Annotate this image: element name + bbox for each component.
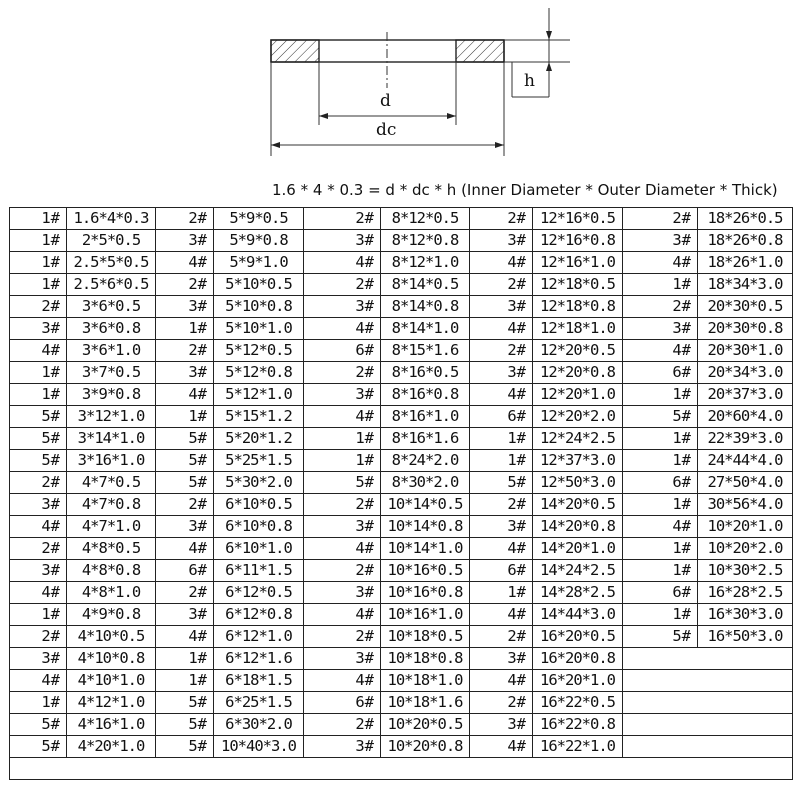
size-cell: 20*34*3.0 — [698, 362, 793, 384]
size-cell: 8*14*0.5 — [381, 274, 470, 296]
table-row — [10, 296, 793, 318]
grade-cell: 3# — [623, 230, 698, 252]
grade-cell: 1# — [623, 384, 698, 406]
table-row — [10, 714, 793, 736]
grade-cell: 4# — [304, 252, 381, 274]
size-cell: 14*20*0.8 — [533, 516, 623, 538]
grade-cell: 4# — [470, 604, 533, 626]
grade-cell: 4# — [470, 384, 533, 406]
size-cell: 2.5*6*0.5 — [67, 274, 156, 296]
grade-cell: 4# — [10, 340, 67, 362]
size-cell: 10*16*1.0 — [381, 604, 470, 626]
size-cell: 6*10*0.8 — [214, 516, 304, 538]
size-cell: 16*22*1.0 — [533, 736, 623, 758]
size-cell: 5*10*1.0 — [214, 318, 304, 340]
size-cell: 5*15*1.2 — [214, 406, 304, 428]
size-cell: 3*9*0.8 — [67, 384, 156, 406]
grade-cell: 2# — [304, 714, 381, 736]
grade-cell: 6# — [623, 472, 698, 494]
size-cell: 16*50*3.0 — [698, 626, 793, 648]
grade-cell: 6# — [304, 692, 381, 714]
grade-cell: 2# — [156, 494, 214, 516]
size-cell: 12*20*1.0 — [533, 384, 623, 406]
size-cell: 6*11*1.5 — [214, 560, 304, 582]
grade-cell: 2# — [470, 692, 533, 714]
grade-cell: 5# — [156, 714, 214, 736]
size-cell: 18*34*3.0 — [698, 274, 793, 296]
grade-cell: 3# — [10, 318, 67, 340]
grade-cell: 2# — [304, 208, 381, 230]
size-cell: 8*16*1.0 — [381, 406, 470, 428]
size-cell: 12*16*0.5 — [533, 208, 623, 230]
size-cell: 4*10*0.8 — [67, 648, 156, 670]
grade-cell: 3# — [156, 516, 214, 538]
grade-cell: 5# — [156, 428, 214, 450]
size-cell: 10*14*1.0 — [381, 538, 470, 560]
table-row — [10, 406, 793, 428]
grade-cell: 4# — [156, 626, 214, 648]
grade-cell: 1# — [623, 494, 698, 516]
table-row — [10, 538, 793, 560]
grade-cell: 5# — [304, 472, 381, 494]
grade-cell: 5# — [470, 472, 533, 494]
size-cell: 12*37*3.0 — [533, 450, 623, 472]
size-cell: 20*30*0.8 — [698, 318, 793, 340]
grade-cell: 1# — [623, 604, 698, 626]
grade-cell: 3# — [156, 230, 214, 252]
grade-cell: 1# — [623, 560, 698, 582]
grade-cell: 6# — [156, 560, 214, 582]
table-row — [10, 362, 793, 384]
label-d: d — [380, 91, 391, 111]
size-cell: 12*16*1.0 — [533, 252, 623, 274]
size-cell: 18*26*0.8 — [698, 230, 793, 252]
table-row — [10, 560, 793, 582]
grade-cell: 4# — [470, 670, 533, 692]
table-row — [10, 274, 793, 296]
size-cell: 12*20*0.8 — [533, 362, 623, 384]
grade-cell: 2# — [10, 472, 67, 494]
size-cell: 6*12*0.8 — [214, 604, 304, 626]
dimension-formula: 1.6 * 4 * 0.3 = d * dc * h (Inner Diameter * Outer Diameter * Thick) — [272, 181, 778, 199]
size-cell: 8*12*0.5 — [381, 208, 470, 230]
grade-cell: 3# — [156, 604, 214, 626]
grade-cell: 3# — [470, 714, 533, 736]
size-cell: 8*16*1.6 — [381, 428, 470, 450]
grade-cell: 3# — [304, 296, 381, 318]
grade-cell: 2# — [623, 208, 698, 230]
grade-cell: 1# — [156, 670, 214, 692]
empty-cell — [10, 758, 793, 780]
grade-cell: 4# — [470, 538, 533, 560]
size-cell: 10*20*1.0 — [698, 516, 793, 538]
size-cell: 2.5*5*0.5 — [67, 252, 156, 274]
size-cell: 14*24*2.5 — [533, 560, 623, 582]
grade-cell: 3# — [10, 560, 67, 582]
size-cell: 10*18*0.5 — [381, 626, 470, 648]
grade-cell: 1# — [10, 384, 67, 406]
size-cell: 3*6*1.0 — [67, 340, 156, 362]
grade-cell: 3# — [470, 230, 533, 252]
grade-cell: 2# — [623, 296, 698, 318]
label-dc: dc — [376, 120, 397, 140]
grade-cell: 2# — [304, 560, 381, 582]
size-cell: 4*7*1.0 — [67, 516, 156, 538]
grade-cell: 6# — [623, 582, 698, 604]
size-cell: 10*16*0.8 — [381, 582, 470, 604]
table-row — [10, 604, 793, 626]
size-cell: 8*15*1.6 — [381, 340, 470, 362]
size-cell: 8*16*0.8 — [381, 384, 470, 406]
grade-cell: 1# — [10, 362, 67, 384]
grade-cell: 3# — [156, 296, 214, 318]
size-cell: 14*44*3.0 — [533, 604, 623, 626]
grade-cell: 2# — [304, 362, 381, 384]
grade-cell: 5# — [623, 626, 698, 648]
size-cell: 5*20*1.2 — [214, 428, 304, 450]
grade-cell: 4# — [304, 406, 381, 428]
grade-cell: 4# — [304, 604, 381, 626]
grade-cell: 1# — [156, 318, 214, 340]
size-cell: 14*28*2.5 — [533, 582, 623, 604]
table-row — [10, 494, 793, 516]
washer-left-hatch — [271, 40, 319, 62]
grade-cell: 2# — [156, 208, 214, 230]
size-cell: 6*25*1.5 — [214, 692, 304, 714]
size-cell: 6*12*1.0 — [214, 626, 304, 648]
grade-cell: 1# — [10, 604, 67, 626]
size-cell: 6*12*1.6 — [214, 648, 304, 670]
table-row — [10, 340, 793, 362]
size-cell: 4*20*1.0 — [67, 736, 156, 758]
grade-cell: 3# — [304, 230, 381, 252]
size-cell: 10*18*1.0 — [381, 670, 470, 692]
grade-cell: 3# — [304, 516, 381, 538]
grade-cell: 1# — [304, 428, 381, 450]
grade-cell: 1# — [470, 428, 533, 450]
grade-cell: 2# — [470, 494, 533, 516]
size-cell: 20*30*0.5 — [698, 296, 793, 318]
size-cell: 5*9*0.5 — [214, 208, 304, 230]
grade-cell: 5# — [156, 692, 214, 714]
grade-cell: 1# — [156, 406, 214, 428]
size-cell: 6*30*2.0 — [214, 714, 304, 736]
size-cell: 27*50*4.0 — [698, 472, 793, 494]
grade-cell: 2# — [304, 274, 381, 296]
empty-cell — [623, 714, 793, 736]
grade-cell: 2# — [10, 626, 67, 648]
grade-cell: 1# — [10, 252, 67, 274]
size-cell: 18*26*1.0 — [698, 252, 793, 274]
size-cell: 10*30*2.5 — [698, 560, 793, 582]
label-h: h — [524, 71, 535, 91]
table-row — [10, 626, 793, 648]
grade-cell: 4# — [623, 516, 698, 538]
empty-cell — [623, 648, 793, 670]
washer-diagram — [0, 0, 800, 178]
grade-cell: 4# — [156, 538, 214, 560]
grade-cell: 1# — [10, 274, 67, 296]
size-cell: 8*12*1.0 — [381, 252, 470, 274]
grade-cell: 3# — [304, 582, 381, 604]
grade-cell: 3# — [470, 362, 533, 384]
grade-cell: 2# — [470, 274, 533, 296]
size-cell: 4*7*0.8 — [67, 494, 156, 516]
size-cell: 4*10*0.5 — [67, 626, 156, 648]
grade-cell: 4# — [470, 736, 533, 758]
grade-cell: 4# — [304, 318, 381, 340]
grade-cell: 4# — [470, 252, 533, 274]
grade-cell: 3# — [304, 736, 381, 758]
size-cell: 4*8*1.0 — [67, 582, 156, 604]
table-row — [10, 516, 793, 538]
empty-cell — [623, 692, 793, 714]
table-row — [10, 472, 793, 494]
size-cell: 8*14*0.8 — [381, 296, 470, 318]
grade-cell: 4# — [304, 538, 381, 560]
size-cell: 14*20*1.0 — [533, 538, 623, 560]
size-cell: 3*6*0.8 — [67, 318, 156, 340]
grade-cell: 1# — [10, 208, 67, 230]
grade-cell: 1# — [304, 450, 381, 472]
size-cell: 5*30*2.0 — [214, 472, 304, 494]
grade-cell: 1# — [470, 450, 533, 472]
size-cell: 12*18*0.5 — [533, 274, 623, 296]
size-cell: 3*12*1.0 — [67, 406, 156, 428]
grade-cell: 5# — [623, 406, 698, 428]
grade-cell: 3# — [470, 296, 533, 318]
grade-cell: 1# — [623, 428, 698, 450]
grade-cell: 3# — [156, 362, 214, 384]
size-cell: 10*18*1.6 — [381, 692, 470, 714]
size-cell: 4*8*0.8 — [67, 560, 156, 582]
size-cell: 5*25*1.5 — [214, 450, 304, 472]
grade-cell: 4# — [10, 582, 67, 604]
size-cell: 16*20*0.5 — [533, 626, 623, 648]
grade-cell: 6# — [470, 406, 533, 428]
grade-cell: 4# — [156, 252, 214, 274]
grade-cell: 3# — [470, 516, 533, 538]
grade-cell: 4# — [10, 670, 67, 692]
size-cell: 10*16*0.5 — [381, 560, 470, 582]
size-cell: 20*60*4.0 — [698, 406, 793, 428]
grade-cell: 5# — [10, 450, 67, 472]
grade-cell: 2# — [470, 340, 533, 362]
table-row — [10, 692, 793, 714]
grade-cell: 1# — [623, 538, 698, 560]
grade-cell: 5# — [10, 714, 67, 736]
size-cell: 4*8*0.5 — [67, 538, 156, 560]
size-cell: 12*20*2.0 — [533, 406, 623, 428]
empty-cell — [623, 736, 793, 758]
size-cell: 10*40*3.0 — [214, 736, 304, 758]
size-cell: 12*18*1.0 — [533, 318, 623, 340]
table-row — [10, 670, 793, 692]
size-cell: 10*18*0.8 — [381, 648, 470, 670]
grade-cell: 4# — [470, 318, 533, 340]
size-cell: 16*20*0.8 — [533, 648, 623, 670]
size-cell: 22*39*3.0 — [698, 428, 793, 450]
size-cell: 16*30*3.0 — [698, 604, 793, 626]
grade-cell: 1# — [10, 692, 67, 714]
size-cell: 4*7*0.5 — [67, 472, 156, 494]
size-cell: 5*10*0.8 — [214, 296, 304, 318]
size-cell: 12*16*0.8 — [533, 230, 623, 252]
size-cell: 3*14*1.0 — [67, 428, 156, 450]
grade-cell: 4# — [156, 384, 214, 406]
size-cell: 3*16*1.0 — [67, 450, 156, 472]
size-cell: 6*18*1.5 — [214, 670, 304, 692]
size-cell: 10*20*2.0 — [698, 538, 793, 560]
grade-cell: 5# — [10, 406, 67, 428]
grade-cell: 1# — [10, 230, 67, 252]
grade-cell: 2# — [304, 494, 381, 516]
grade-cell: 5# — [156, 472, 214, 494]
grade-cell: 4# — [10, 516, 67, 538]
size-cell: 2*5*0.5 — [67, 230, 156, 252]
grade-cell: 5# — [10, 736, 67, 758]
grade-cell: 4# — [304, 670, 381, 692]
size-cell: 18*26*0.5 — [698, 208, 793, 230]
table-row — [10, 384, 793, 406]
size-cell: 5*12*0.5 — [214, 340, 304, 362]
table-row — [10, 582, 793, 604]
grade-cell: 2# — [470, 626, 533, 648]
size-cell: 5*9*0.8 — [214, 230, 304, 252]
table-row — [10, 428, 793, 450]
grade-cell: 3# — [470, 648, 533, 670]
size-cell: 8*12*0.8 — [381, 230, 470, 252]
washer-right-hatch — [456, 40, 504, 62]
size-cell: 10*14*0.8 — [381, 516, 470, 538]
table-row — [10, 230, 793, 252]
size-cell: 1.6*4*0.3 — [67, 208, 156, 230]
size-cell: 6*10*1.0 — [214, 538, 304, 560]
table-row — [10, 648, 793, 670]
size-cell: 5*9*1.0 — [214, 252, 304, 274]
size-cell: 3*6*0.5 — [67, 296, 156, 318]
size-cell: 5*10*0.5 — [214, 274, 304, 296]
size-cell: 12*20*0.5 — [533, 340, 623, 362]
size-cell: 20*37*3.0 — [698, 384, 793, 406]
grade-cell: 3# — [623, 318, 698, 340]
grade-cell: 3# — [10, 494, 67, 516]
size-cell: 30*56*4.0 — [698, 494, 793, 516]
grade-cell: 5# — [156, 450, 214, 472]
grade-cell: 6# — [623, 362, 698, 384]
table-row — [10, 758, 793, 780]
size-cell: 8*30*2.0 — [381, 472, 470, 494]
grade-cell: 3# — [304, 648, 381, 670]
size-cell: 4*16*1.0 — [67, 714, 156, 736]
size-cell: 4*10*1.0 — [67, 670, 156, 692]
grade-cell: 4# — [623, 340, 698, 362]
size-cell: 10*20*0.5 — [381, 714, 470, 736]
size-cell: 14*20*0.5 — [533, 494, 623, 516]
grade-cell: 5# — [156, 736, 214, 758]
washer-size-table — [9, 207, 793, 780]
table-row — [10, 318, 793, 340]
grade-cell: 1# — [156, 648, 214, 670]
grade-cell: 3# — [304, 384, 381, 406]
size-cell: 6*12*0.5 — [214, 582, 304, 604]
size-cell: 6*10*0.5 — [214, 494, 304, 516]
size-cell: 10*14*0.5 — [381, 494, 470, 516]
size-cell: 16*28*2.5 — [698, 582, 793, 604]
size-cell: 24*44*4.0 — [698, 450, 793, 472]
size-cell: 4*9*0.8 — [67, 604, 156, 626]
size-cell: 16*22*0.5 — [533, 692, 623, 714]
grade-cell: 1# — [470, 582, 533, 604]
size-cell: 4*12*1.0 — [67, 692, 156, 714]
grade-cell: 2# — [304, 626, 381, 648]
size-cell: 12*18*0.8 — [533, 296, 623, 318]
table-body — [10, 208, 793, 780]
grade-cell: 3# — [10, 648, 67, 670]
size-cell: 12*50*3.0 — [533, 472, 623, 494]
table-row — [10, 450, 793, 472]
grade-cell: 1# — [623, 274, 698, 296]
size-cell: 3*7*0.5 — [67, 362, 156, 384]
size-cell: 16*22*0.8 — [533, 714, 623, 736]
size-cell: 8*24*2.0 — [381, 450, 470, 472]
grade-cell: 6# — [304, 340, 381, 362]
table-row — [10, 252, 793, 274]
empty-cell — [623, 670, 793, 692]
grade-cell: 2# — [156, 274, 214, 296]
size-cell: 5*12*0.8 — [214, 362, 304, 384]
size-cell: 16*20*1.0 — [533, 670, 623, 692]
table-row — [10, 208, 793, 230]
grade-cell: 1# — [623, 450, 698, 472]
grade-cell: 5# — [10, 428, 67, 450]
grade-cell: 2# — [156, 340, 214, 362]
size-cell: 12*24*2.5 — [533, 428, 623, 450]
size-cell: 20*30*1.0 — [698, 340, 793, 362]
grade-cell: 4# — [623, 252, 698, 274]
size-cell: 5*12*1.0 — [214, 384, 304, 406]
grade-cell: 2# — [156, 582, 214, 604]
size-cell: 8*14*1.0 — [381, 318, 470, 340]
size-cell: 10*20*0.8 — [381, 736, 470, 758]
grade-cell: 2# — [470, 208, 533, 230]
size-cell: 8*16*0.5 — [381, 362, 470, 384]
grade-cell: 2# — [10, 538, 67, 560]
table-row — [10, 736, 793, 758]
grade-cell: 6# — [470, 560, 533, 582]
grade-cell: 2# — [10, 296, 67, 318]
